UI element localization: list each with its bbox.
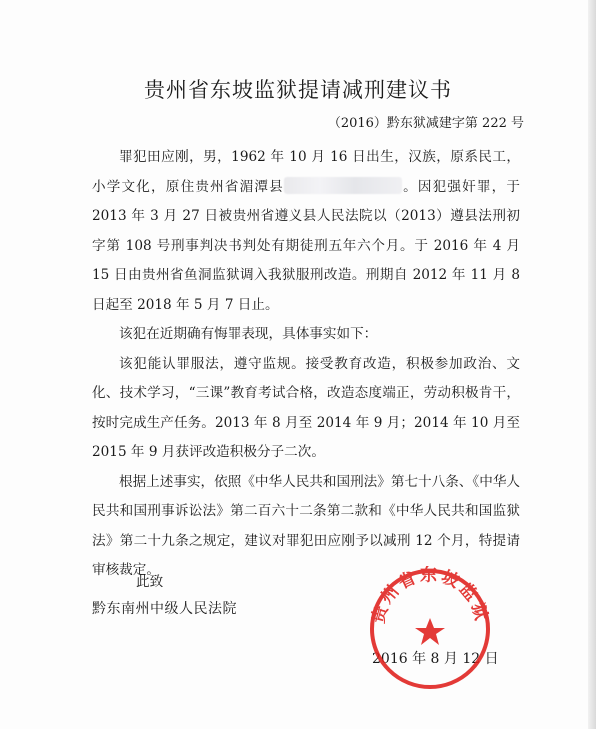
- closing-salutation: 此致: [136, 574, 164, 590]
- seal-text: 贵州省东坡监狱: [368, 566, 492, 626]
- document-title: 贵州省东坡监狱提请减刑建议书: [144, 78, 452, 102]
- document-number: （2016）黔东狱减建字第 222 号: [327, 116, 524, 131]
- paragraph-offender-info-start: 罪犯田应刚，男，1962 年 10 月 16 日出生，汉族，原系民工，小学文化，原住贵州省湄潭县: [92, 149, 520, 195]
- paragraph-facts: 该犯能认罪服法，遵守监规。接受教育改造，积极参加政治、文化、技术学习，“三课”教育考试合格，改造态度端正，劳动积极肯干，按时完成生产任务。2013 年 8 月至 2014 年 9 月；2014 年 10 月至 2015 年 9 月获评改造积极分子二次。: [92, 355, 520, 460]
- recipient-court: 黔东南州中级人民法院: [92, 601, 237, 617]
- document-body: [92, 143, 520, 586]
- paragraph-legal-basis: 根据上述事实，依照《中华人民共和国刑法》第七十八条、《中华人民共和国刑事诉讼法》第二百六十二条第二款和《中华人民共和国监狱法》第二十九条之规定，建议对罪犯田应刚予以减刑 12 个月，特提请审核裁定。: [92, 473, 521, 578]
- redacted-address: [284, 177, 402, 194]
- paragraph-offender-info-end: 。因犯强奸罪，于 2013 年 3 月 27 日被贵州省遵义县人民法院以（2013）遵县法刑初字第 108 号刑事判决书判处有期徒刑五年六个月。于 2016 年 4 月 15 日由贵州省鱼洞监狱调入我狱服刑改造。刑期自 2012 年 11 月 8 日起至 2018 年 5 月 7 日止。: [92, 178, 521, 313]
- official-seal-stamp: [367, 566, 493, 692]
- paragraph-offender-info: [92, 143, 520, 320]
- document-date: 2016 年 8 月 12 日: [372, 651, 499, 667]
- page-edge-shadow: [588, 0, 596, 729]
- paragraph-intro-facts: 该犯在近期确有悔罪表现，具体事实如下：: [119, 326, 378, 342]
- svg-text:贵州省东坡监狱: [368, 566, 492, 625]
